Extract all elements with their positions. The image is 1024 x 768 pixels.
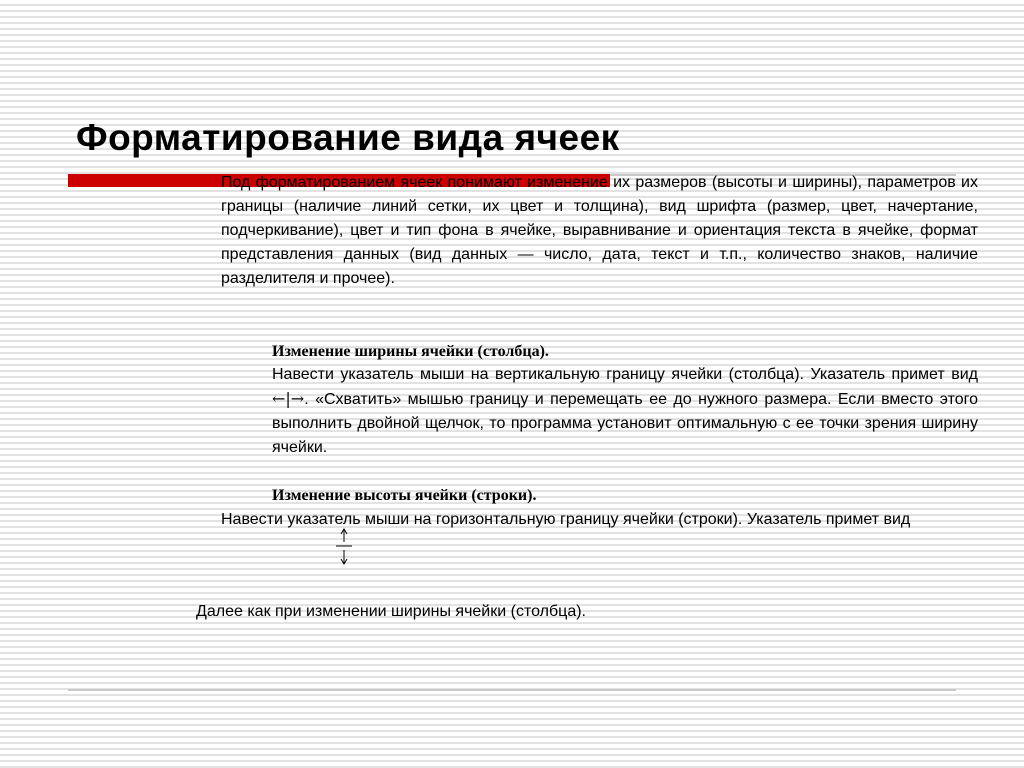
horizontal-resize-cursor-icon: ←|→ <box>272 389 305 408</box>
width-text-after-icon: . «Схватить» мышью границу и перемещать ее до нужного размера. Если вместо этого выполнить двойной щелчок, то программа установит оптимальную с ее точки зрения ширину ячейки. <box>272 391 978 456</box>
width-section-heading: Изменение ширины ячейки (столбца). <box>272 343 549 360</box>
width-section-paragraph <box>272 363 978 460</box>
final-note: Далее как при изменении ширины ячейки (столбца). <box>196 603 586 620</box>
vertical-resize-cursor-icon <box>333 527 355 567</box>
height-section-paragraph: Навести указатель мыши на горизонтальную границу ячейки (строки). Указатель примет вид <box>221 511 911 528</box>
footer-rule-line <box>68 689 956 691</box>
width-text-before-icon: Навести указатель мыши на вертикальную границу ячейки (столбца). Указатель примет вид <box>272 366 978 383</box>
height-section-heading: Изменение высоты ячейки (строки). <box>272 487 537 504</box>
intro-paragraph: Под форматированием ячеек понимают изменение их размеров (высоты и ширины), параметров их границы (наличие линий сетки, их цвет и толщина), вид шрифта (размер, цвет, начертание, подчеркивание), цвет и тип фона в ячейке, выравнивание и ориентация текста в ячейке, формат представления данных (вид данных — число, дата, текст и т.п., количество знаков, наличие разделителя и прочее). <box>221 174 978 287</box>
slide-title: Форматирование вида ячеек <box>76 117 620 158</box>
